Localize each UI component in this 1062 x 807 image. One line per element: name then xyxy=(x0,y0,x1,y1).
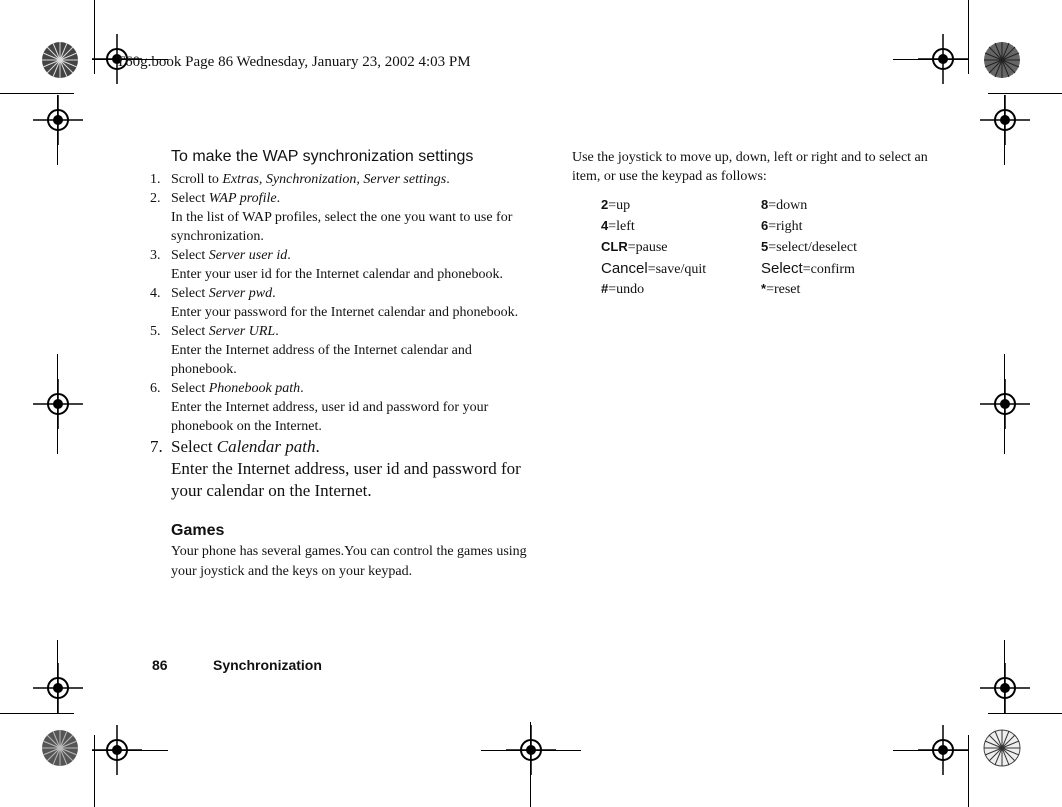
menu-path: Server URL xyxy=(208,324,276,339)
joystick-intro: Use the joystick to move up, down, left or right and to select an item, or use the keypad as follows: xyxy=(572,150,928,184)
step-suffix: . xyxy=(272,286,276,301)
step-number: 4. xyxy=(150,286,161,301)
step-instruction xyxy=(171,189,540,208)
key-mapping xyxy=(761,239,921,256)
key-table xyxy=(601,195,921,300)
crop-line xyxy=(0,93,74,94)
step-detail: Enter your user id for the Internet calendar and phonebook. xyxy=(171,267,503,282)
crop-line xyxy=(0,713,74,714)
key-row xyxy=(601,237,921,258)
key-label: # xyxy=(601,281,609,296)
key-label: 8 xyxy=(761,197,769,212)
step-suffix: . xyxy=(287,248,291,263)
menu-path: Calendar path xyxy=(216,437,316,456)
key-label: Select xyxy=(761,259,803,277)
step-item xyxy=(150,189,540,246)
crop-line xyxy=(988,713,1062,714)
step-prefix: Scroll to xyxy=(171,172,223,187)
key-mapping xyxy=(601,260,761,278)
key-row xyxy=(601,195,921,216)
registration-mark-icon xyxy=(980,379,1030,429)
menu-path: WAP profile xyxy=(208,191,277,206)
key-label: 2 xyxy=(601,197,609,212)
step-prefix: Select xyxy=(171,191,209,206)
key-mapping xyxy=(761,197,921,214)
step-number: 7. xyxy=(150,437,163,456)
key-action: =right xyxy=(768,219,803,234)
key-mapping xyxy=(601,197,761,214)
key-label: CLR xyxy=(601,239,628,254)
crop-line xyxy=(893,750,969,751)
crop-line xyxy=(92,750,168,751)
key-action: =confirm xyxy=(802,261,855,277)
step-instruction xyxy=(171,322,540,341)
menu-path: Extras, Synchronization, Server settings xyxy=(222,172,447,187)
step-detail: Enter the Internet address of the Internet calendar and phonebook. xyxy=(171,343,472,377)
registration-mark-icon xyxy=(980,663,1030,713)
registration-mark-icon xyxy=(33,95,83,145)
step-prefix: Select xyxy=(171,381,209,396)
key-mapping xyxy=(601,218,761,235)
step-number: 1. xyxy=(150,172,161,187)
step-body xyxy=(171,322,540,379)
step-instruction xyxy=(171,170,540,189)
step-number: 3. xyxy=(150,248,161,263)
crop-line xyxy=(481,750,581,751)
key-action: =pause xyxy=(627,240,668,255)
key-label: 5 xyxy=(761,239,769,254)
crop-line xyxy=(988,93,1062,94)
color-wheel-icon xyxy=(41,41,79,79)
step-prefix: Select xyxy=(171,248,209,263)
key-label: Cancel xyxy=(601,259,648,277)
crop-line xyxy=(968,0,969,74)
step-prefix: Select xyxy=(171,324,209,339)
registration-mark-icon xyxy=(33,379,83,429)
left-column xyxy=(150,148,540,582)
step-number: 6. xyxy=(150,381,161,396)
step-detail: Enter the Internet address, user id and password for your phonebook on the Internet. xyxy=(171,400,489,434)
step-suffix: . xyxy=(300,381,304,396)
step-body xyxy=(171,284,540,322)
step-item xyxy=(150,322,540,379)
step-item xyxy=(150,246,540,284)
step-instruction xyxy=(171,246,540,265)
crop-line xyxy=(1004,640,1005,714)
key-label: 6 xyxy=(761,218,769,233)
step-body xyxy=(171,379,540,436)
step-item xyxy=(150,436,540,502)
step-detail: Enter the Internet address, user id and password for your calendar on the Internet. xyxy=(171,459,521,500)
footer-section-title: Synchronization xyxy=(213,657,322,673)
step-suffix: . xyxy=(275,324,279,339)
crop-line xyxy=(893,59,969,60)
step-suffix: . xyxy=(446,172,450,187)
step-instruction xyxy=(171,436,540,458)
steps-list xyxy=(150,170,540,502)
color-wheel-icon xyxy=(983,41,1021,79)
step-item xyxy=(150,379,540,436)
registration-mark-icon xyxy=(980,95,1030,145)
games-heading: Games xyxy=(171,522,225,539)
key-mapping xyxy=(761,281,921,298)
key-action: =select/deselect xyxy=(768,240,857,255)
step-instruction xyxy=(171,284,540,303)
step-body xyxy=(171,189,540,246)
key-label: * xyxy=(761,281,767,296)
step-body xyxy=(171,170,540,189)
crop-line xyxy=(1004,354,1005,454)
menu-path: Server user id xyxy=(208,248,288,263)
registration-mark-icon xyxy=(33,663,83,713)
crop-line xyxy=(1004,95,1005,165)
book-header: T60g.book Page 86 Wednesday, January 23, 2002 4:03 PM xyxy=(116,54,471,70)
key-label: 4 xyxy=(601,218,609,233)
step-instruction xyxy=(171,379,540,398)
step-item xyxy=(150,284,540,322)
step-detail: In the list of WAP profiles, select the one you want to use for synchronization. xyxy=(171,210,513,244)
key-action: =left xyxy=(608,219,635,234)
key-action: =undo xyxy=(608,282,645,297)
step-number: 2. xyxy=(150,191,161,206)
section-title: To make the WAP synchronization settings xyxy=(171,148,474,165)
step-detail: Enter your password for the Internet calendar and phonebook. xyxy=(171,305,519,320)
color-wheel-icon xyxy=(983,729,1021,767)
step-suffix: . xyxy=(276,191,281,206)
step-item xyxy=(150,170,540,189)
key-action: =save/quit xyxy=(647,261,707,277)
step-prefix: Select xyxy=(171,286,209,301)
key-action: =up xyxy=(608,198,631,213)
key-action: =reset xyxy=(766,282,801,297)
key-mapping xyxy=(761,218,921,235)
step-body xyxy=(171,246,540,284)
menu-path: Phonebook path xyxy=(208,381,301,396)
color-wheel-icon xyxy=(41,729,79,767)
key-row xyxy=(601,279,921,300)
key-mapping xyxy=(601,281,761,298)
crop-line xyxy=(530,722,531,807)
key-mapping xyxy=(601,239,761,256)
step-suffix: . xyxy=(315,437,320,456)
key-action: =down xyxy=(768,198,808,213)
crop-line xyxy=(57,640,58,714)
step-body xyxy=(171,436,540,502)
step-number: 5. xyxy=(150,324,161,339)
crop-line xyxy=(57,95,58,165)
key-mapping xyxy=(761,260,921,278)
step-prefix: Select xyxy=(171,437,217,456)
menu-path: Server pwd xyxy=(208,286,273,301)
key-row xyxy=(601,258,921,279)
crop-line xyxy=(968,735,969,807)
page-number: 86 xyxy=(152,657,168,673)
key-row xyxy=(601,216,921,237)
games-paragraph: Your phone has several games.You can control the games using your joystick and the keys on your keypad. xyxy=(171,544,527,579)
crop-line xyxy=(57,354,58,454)
